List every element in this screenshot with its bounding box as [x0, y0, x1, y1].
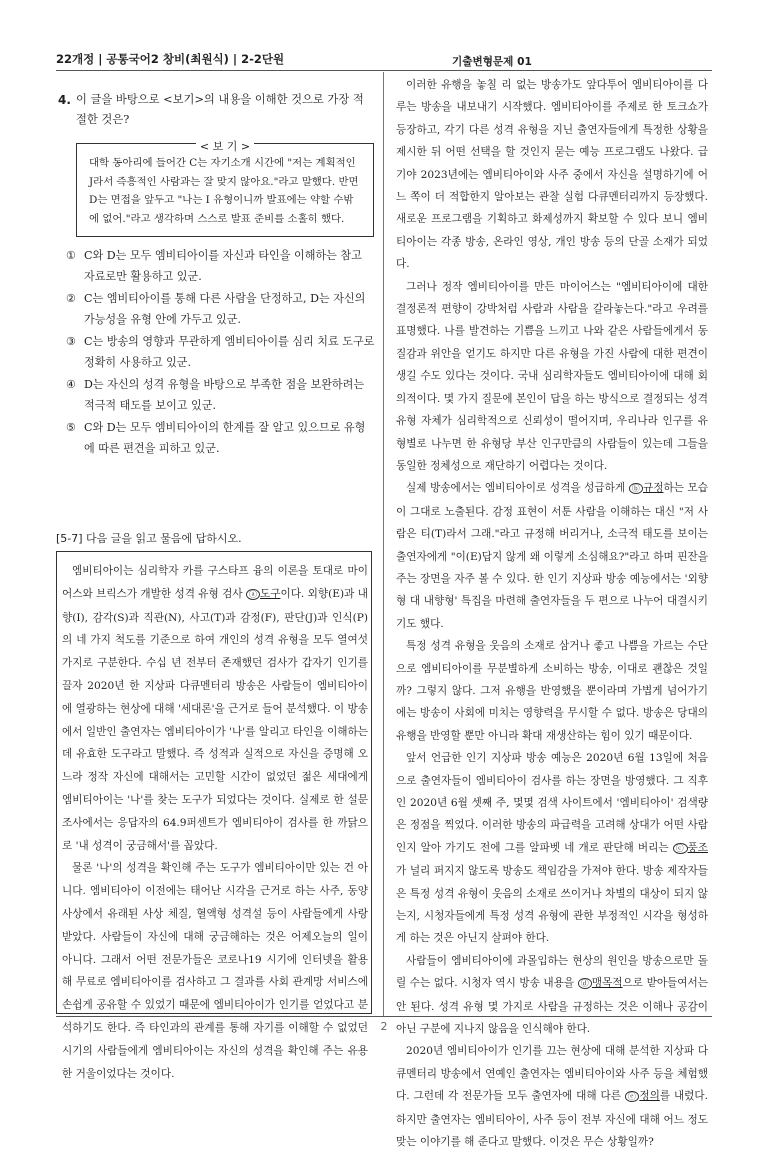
- passage-paragraph: 특정 성격 유형을 웃음의 소재로 삼거나 좋고 나쁨을 가르는 수단으로 엠비티아이를 무분별하게 소비하는 방송, 이대로 괜찮은 것일까? 그렇지 않다. 그저 유행을 반영했을 뿐이라며 가볍게 넘어가기에는 방송이 사회에 미치는 영향력을 무시할 수 없다. 방송은 당대의 유행을 반영할 뿐만 아니라 확대 재생산하는 힘이 있기 때문이다.: [396, 640, 708, 742]
- choice-number: ⑤: [66, 421, 76, 434]
- choice-number: ②: [66, 292, 76, 305]
- bogi-title: < 보 기 >: [196, 140, 254, 153]
- bogi-box: [76, 140, 374, 237]
- marker-a: ⓐ: [246, 589, 260, 600]
- passage-left: [62, 560, 368, 1085]
- choice-text: C는 엠비티아이를 통해 다른 사람을 단정하고, D는 자신의 가능성을 유형 안에 가두고 있군.: [84, 292, 366, 326]
- passage-right: [396, 74, 708, 1154]
- passage-paragraph: 2020년 엠비티아이가 인기를 끄는 현상에 대해 분석한 지상파 다큐멘터리 방송에서 연예인 출연자는 엠비티아이와 사주 등을 체험했다. 그런데 각 전문가들 모두 출연자에 대해 다른 ⓔ 정의를 내렸다. 하지만 출연자는 엠비티아이, 사주 등이 전부 자신에 대해 어느 정도 맞는 이야기를 해 준다고 말했다. 이것은 무슨 상황일까?: [396, 1045, 709, 1149]
- question-4: [58, 90, 372, 130]
- bogi-text: 대학 동아리에 들어간 C는 자기소개 시간에 "저는 계획적인 J라서 즉흥적인 사람과는 잘 맞지 않아요."라고 말했다. 반면 D는 면접을 앞두고 "나는 I 유형이니까 발표에는 약할 수밖에 없어."라고 생각하며 스스로 발표 준비를 소홀히 했다.: [89, 157, 359, 225]
- underlined-word: 풍조: [687, 841, 709, 854]
- column-divider: [383, 72, 384, 1016]
- exam-title: 기출변형문제 01: [452, 56, 532, 68]
- choice-text: D는 자신의 성격 유형을 바탕으로 부족한 점을 보완하려는 적극적 태도를 보이고 있군.: [84, 378, 365, 412]
- underlined-word: 규정: [642, 482, 664, 495]
- marker-d: ⓓ: [578, 978, 592, 989]
- underlined-word: 맹목적: [591, 977, 623, 990]
- choice-4[interactable]: [66, 374, 376, 416]
- marker-e: ⓔ: [625, 1091, 640, 1102]
- course-info: 22개정 | 공통국어2 창비(최원식) | 2-2단원: [56, 52, 285, 66]
- passage-paragraph: 엠비티아이는 심리학자 카를 구스타프 융의 이론을 토대로 마이어스와 브릭스가 개발한 성격 유형 검사 ⓐ 도구이다. 외향(E)과 내향(I), 감각(S)과 직관(N), 사고(T)과 감정(F), 판단(J)과 인식(P)의 네 가지 척도를 기준으로 하여 개인의 성격 유형을 모두 열여섯 가지로 구분한다. 수십 년 전부터 존재했던 검사가 갑자기 인기를 끌자 2020년 한 지상파 다큐멘터리 방송은 사람들이 엠비티아이에 열광하는 현상에 대해 '세대론'을 근거로 들어 분석했다. 이 방송에서 일반인 출연자는 엠비티아이가 '나'를 알리고 타인을 이해하는 데 유효한 도구라고 말했다. 즉 성적과 실적으로 자신을 증명해 오느라 정작 자신에 대해서는 고민할 시간이 없었던 젊은 세대에게 엠비티아이는 '나'를 찾는 도구가 되었다는 것이다. 실제로 한 설문 조사에서는 응답자의 64.9퍼센트가 엠비티아이 검사를 한 까닭으로 '내 성격이 궁금해서'를 꼽았다.: [62, 565, 368, 852]
- choice-text: C와 D는 모두 엠비티아이를 자신과 타인을 이해하는 참고 자료로만 활용하고 있군.: [84, 249, 362, 283]
- question-number: 4.: [58, 93, 71, 107]
- section-title: [5-7] 다음 글을 읽고 물음에 답하시오.: [56, 532, 242, 545]
- choice-1[interactable]: [66, 245, 376, 287]
- choice-text: C는 방송의 영향과 무관하게 엠비티아이를 심리 치료 도구로 정확히 사용하고 있군.: [84, 335, 375, 369]
- header-divider: [56, 70, 712, 71]
- choice-number: ③: [66, 335, 76, 348]
- choice-text: C와 D는 모두 엠비티아이의 한계를 잘 알고 있으므로 유형에 따른 편견을 피하고 있군.: [84, 421, 366, 455]
- passage-paragraph: 앞서 언급한 인기 지상파 방송 예능은 2020년 6월 13일에 처음으로 출연자들이 엠비티아이 검사를 하는 장면을 방영했다. 그 직후인 2020년 6월 셋째 주, 몇몇 검색 사이트에서 '엠비티아이' 검색량은 정점을 찍었다. 이러한 방송의 파급력을 고려해 상대가 어떤 사람인지 알아 가기도 전에 그를 알파벳 네 개로 판단해 버리는 ⓒ 풍조가 널리 퍼지지 않도록 방송도 책임감을 가져야 한다. 방송 제작자들은 특정 성격 유형이 웃음의 소재로 쓰이거나 차별의 대상이 되지 않는지, 시청자들에게 특정 성격 유형에 관한 부정적인 시각을 형성하게 하는 것은 아닌지 살펴야 한다.: [396, 752, 709, 945]
- footer-divider: [56, 1016, 712, 1017]
- underlined-word: 정의: [639, 1090, 660, 1103]
- question-stem: 이 글을 바탕으로 <보기>의 내용을 이해한 것으로 가장 적절한 것은?: [76, 93, 364, 126]
- passage-paragraph: 이러한 유행을 놓칠 리 없는 방송가도 앞다투어 엠비티아이를 다루는 방송을 내보내기 시작했다. 엠비티아이를 주제로 한 토크쇼가 등장하고, 각기 다른 성격 유형을 지닌 출연자들에게 특정한 상황을 제시한 뒤 어떤 선택을 할 것인지 묻는 예능 프로그램도 나왔다. 급기야 2023년에는 엠비티아이와 사주 중에서 자신을 설명하기에 어느 쪽이 더 적합한지 알아보는 관찰 실험 다큐멘터리까지 등장했다. 새로운 프로그램을 기획하고 화제성까지 확보할 수 있다 보니 엠비티아이는 각종 방송, 온라인 영상, 개인 방송 등의 단골 소재가 되었다.: [396, 79, 708, 271]
- choice-number: ①: [66, 249, 76, 262]
- passage-paragraph: 물론 '나'의 성격을 확인해 주는 도구가 엠비티아이만 있는 건 아니다. 엠비티아이 이전에는 태어난 시각을 근거로 하는 사주, 동양 사상에서 유래된 사상 체질, 혈액형 성격설 등이 사람들에게 사랑받았다. 사람들이 자신에 대해 궁금해하는 것은 어제오늘의 일이 아니다. 그래서 어떤 전문가들은 코로나19 시기에 인터넷을 활용해 무료로 엠비티아이를 검사하고 그 결과를 사회 관계망 서비스에 손쉽게 공유할 수 있었기 때문에 엠비티아이가 인기를 얻었다고 분석하기도 한다. 즉 타인과의 관계를 통해 자기를 이해할 수 없었던 시기의 사람들에게 엠비티아이는 자신의 성격을 확인해 주는 유용한 거울이었다는 것이다.: [62, 862, 368, 1080]
- marker-c: ⓒ: [673, 843, 688, 854]
- choice-5[interactable]: [66, 417, 376, 459]
- page-number: 2: [380, 1020, 388, 1033]
- marker-b: ⓑ: [629, 483, 643, 494]
- answer-choices: [66, 245, 376, 460]
- choice-number: ④: [66, 378, 76, 391]
- choice-2[interactable]: [66, 288, 376, 330]
- page-header: [56, 48, 712, 68]
- underlined-word: 도구: [260, 587, 281, 600]
- choice-3[interactable]: [66, 331, 376, 373]
- passage-paragraph: 사람들이 엠비티아이에 과몰입하는 현상의 원인을 방송으로만 돌릴 수는 없다. 시청자 역시 방송 내용을 ⓓ 맹목적으로 받아들여서는 안 된다. 성격 유형 몇 가지로 사람을 규정하는 것은 이해나 공감이 아닌 구분에 지나지 않음을 인식해야 한다.: [396, 954, 708, 1036]
- passage-paragraph: 그러나 정작 엠비티아이를 만든 마이어스는 "엠비티아이에 대한 결정론적 편향이 강박처럼 사람과 사람을 갈라놓는다."라고 우려를 표명했다. 나를 발견하는 기쁨을 느끼고 나와 같은 사람들에게서 동질감과 위안을 얻기도 하지만 다른 유형을 가진 사람에 대한 편견이 생길 수도 있다는 것이다. 국내 심리학자들도 엠비티아이에 대해 회의적이다. 몇 가지 질문에 본인이 답을 하는 방식으로 결정되는 성격 유형 자체가 심리학적으로 신뢰성이 떨어지며, 우리나라 인구를 유형별로 나누면 한 유형당 부산 인구만큼의 사람들이 있는데 그들을 동일한 정체성으로 재단하기 어렵다는 것이다.: [396, 280, 708, 472]
- passage-paragraph: 실제 방송에서는 엠비티아이로 성격을 성급하게 ⓑ 규정하는 모습이 그대로 노출된다. 감정 표현이 서툰 사람을 이해하는 대신 "저 사람은 티(T)라서 그래."라고 규정해 버리거나, 소극적 태도를 보이는 출연자에게 "이(E)답지 않게 왜 이렇게 소심해요?"라고 하며 핀잔을 주는 장면을 자주 볼 수 있다. 한 인기 지상파 방송 예능에서는 '외향형 대 내향형' 특집을 마련해 출연자들을 두 편으로 나누어 대결시키기도 했다.: [396, 482, 708, 630]
